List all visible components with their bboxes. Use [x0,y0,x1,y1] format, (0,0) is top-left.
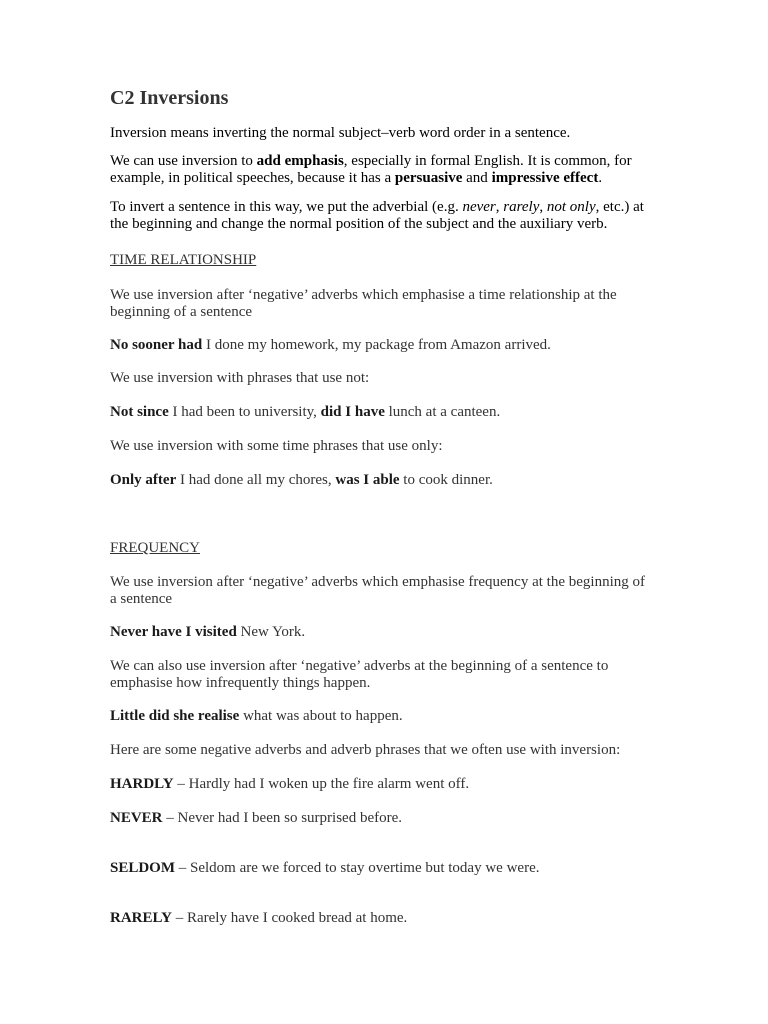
time-note-not: We use inversion with phrases that use not: [110,370,370,386]
example-never: never [462,199,496,215]
adverb-item-rarely: RARELY – Rarely have I cooked bread at home. [110,910,408,926]
example-not-only: not only [546,199,596,215]
time-example-1: No sooner had I done my homework, my package from Amazon arrived. [110,337,551,353]
emphasis-persuasive: persuasive [394,170,463,186]
adverb-item-seldom: SELDOM – Seldom are we forced to stay overtime but today we were. [110,860,540,876]
intro-paragraph-2: We can use inversion to add emphasis, especially in formal English. It is common, for example, in political speeches, because it has a persuasive and impressive effect. [110,153,632,186]
emphasis-impressive-effect: impressive effect [491,170,599,186]
frequency-description-2: We can also use inversion after ‘negative’ adverbs at the beginning of a sentence to emphasise how infrequently things happen. [110,658,609,691]
frequency-description: We use inversion after ‘negative’ adverbs which emphasise frequency at the beginning of a sentence [110,574,645,607]
frequency-example-2: Little did she realise what was about to happen. [110,708,403,724]
time-note-only: We use inversion with some time phrases that use only: [110,438,443,454]
adverb-item-hardly: HARDLY – Hardly had I woken up the fire alarm went off. [110,776,470,792]
emphasis-add-emphasis: add emphasis [256,153,344,169]
frequency-example-1: Never have I visited New York. [110,624,306,640]
time-example-2: Not since I had been to university, did I have lunch at a canteen. [110,404,501,420]
adverb-item-never: NEVER – Never had I been so surprised before. [110,810,403,826]
example-rarely: rarely [503,199,540,215]
time-description: We use inversion after ‘negative’ adverbs which emphasise a time relationship at the beginning of a sentence [110,287,617,320]
time-example-3: Only after I had done all my chores, was I able to cook dinner. [110,472,493,488]
intro-paragraph-3: To invert a sentence in this way, we put the adverbial (e.g. never, rarely, not only, etc.) at the beginning and change the normal position of the subject and the auxiliary verb. [110,199,644,232]
adverb-list-intro: Here are some negative adverbs and adverb phrases that we often use with inversion: [110,742,621,758]
page-title: C2 Inversions [110,87,229,109]
section-heading-frequency: FREQUENCY [110,540,201,556]
section-heading-time-relationship: TIME RELATIONSHIP [110,252,257,268]
intro-paragraph-1: Inversion means inverting the normal subject–verb word order in a sentence. [110,125,571,141]
